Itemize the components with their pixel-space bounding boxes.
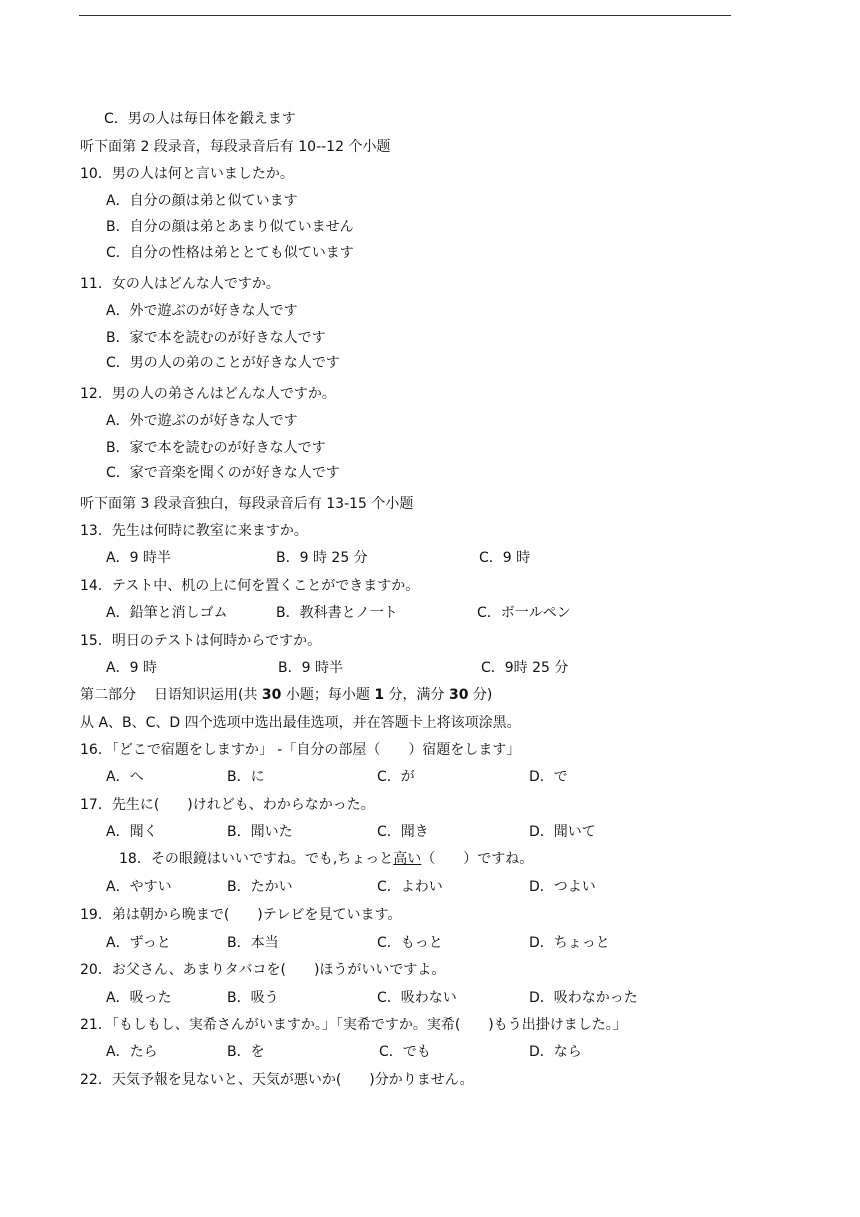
question-10: 10．男の人は何と言いましたか。 — [80, 166, 294, 182]
question-13: 13．先生は何時に教室に来ますか。 — [80, 523, 308, 539]
header-rule — [79, 15, 731, 16]
option-line: B．家で本を読むのが好きな人です — [106, 330, 326, 346]
option-line: B．自分の顔は弟とあまり似ていません — [106, 219, 354, 235]
question-18: 18．その眼鏡はいいですね。でも,ちょっと高い（ ）ですね。 — [119, 851, 534, 867]
part-instruction: 从 A、B、C、D 四个选项中选出最佳选项，并在答题卡上将该项涂黑。 — [80, 715, 521, 731]
option-line: A．外で遊ぶのが好きな人です — [106, 413, 298, 429]
option-line: C．自分の性格は弟ととても似ています — [106, 245, 354, 261]
option-line — [104, 109, 296, 129]
option-line: C．男の人の弟のことが好きな人です — [106, 355, 340, 371]
question-11: 11．女の人はどんな人ですか。 — [80, 276, 280, 292]
section-instruction: 听下面第 3 段录音独白，每段录音后有 13-15 个小题 — [80, 496, 414, 512]
question-14: 14．テスト中、机の上に何を置くことができますか。 — [80, 578, 420, 594]
question-17: 17．先生に( )けれども、わからなかった。 — [80, 797, 375, 813]
part-heading: 第二部分 日语知识运用(共 30 小题；每小题 1 分，满分 30 分) — [80, 687, 493, 703]
question-21: 21．「もしもし、実希さんがいますか。」「実希ですか。実希( )もう出掛けました。」 — [80, 1017, 627, 1033]
option-text: C．男の人は毎日体を鍛えます — [104, 111, 296, 127]
question-19: 19．弟は朝から晩まで( )テレビを見ています。 — [80, 907, 402, 923]
question-16: 16．「どこで宿題をしますか」 -「自分の部屋（ ）宿題をします」 — [80, 742, 521, 758]
option-line: C．家で音楽を聞くのが好きな人です — [106, 465, 340, 481]
exam-page: C．男の人は毎日体を鍛えます 听下面第 2 段录音，每段录音后有 10--12 个小题 10．男の人は何と言いましたか。 A．自分の顔は弟と似ています B．自分の顔は弟とあまり似ていません C．自分の性格は弟ととても似ています 11．女の人はどんな人ですか。 A．外で遊ぶのが好きな人です B．家で本を読むのが好きな人です C．男の人の弟のことが好きな人です 12．男の人の弟さんはどんな人ですか。 A．外で遊ぶのが好きな人です B．家で本を読むのが好きな人です C．家で音楽を聞くのが好きな人です 听下面第 3 段录音独白，每段录音后有 13-15 个小题 13．先生は何時に教室に来ますか。 A．9 時半 B．9 時 25 分 C．9 時 14．テスト中、机の上に何を置くことができますか。 A．鉛筆と消しゴム B．教科書とノ一ト C．ボ一ルペン 15．明日のテストは何時からですか。 A．9 時 B．9 時半 C．9時 25 分 第二部分 日语知识运用(共 30 小题；每小题 1 分，满分 30 分) 从 A、B、C、D 四个选项中选出最佳选项，并在答题卡上将该项涂黑。 16．「どこで宿題をしますか」 -「自分の部屋（ ）宿題をします」 A．へ B．に C．が D．で 17．先生に( )けれども、わからなかった。 A．聞く B．聞いた C．聞き D．聞いて 18．その眼鏡はいいですね。でも,ちょっと高い（ ）ですね。 A．やすい B．たかい C．よわい D．つよい 19．弟は朝から晩まで( )テレビを見ています。 A．ずっと B．本当 C．もっと D．ちょっと 20．お父さん、あまりタバコを( )ほうがいいですよ。 A．吸った B．吸う C．吸わない D．吸わなかった 21．「もしもし、実希さんがいますか。」「実希ですか。実希( )もう出掛けました。」 A．たら B．を C．でも D．なら 22．天気予報を見ないと、天気が悪いか( )分かりません。 — [0, 0, 860, 1217]
question-22: 22．天気予報を見ないと、天気が悪いか( )分かりません。 — [80, 1072, 474, 1088]
question-20: 20．お父さん、あまりタバコを( )ほうがいいですよ。 — [80, 962, 446, 978]
section-instruction: 听下面第 2 段录音，每段录音后有 10--12 个小题 — [80, 139, 391, 155]
option-line: A．外で遊ぶのが好きな人です — [106, 303, 298, 319]
option-line: B．家で本を読むのが好きな人です — [106, 440, 326, 456]
question-15: 15．明日のテストは何時からですか。 — [80, 633, 322, 649]
option-line: A．自分の顔は弟と似ています — [106, 193, 298, 209]
question-12: 12．男の人の弟さんはどんな人ですか。 — [80, 386, 336, 402]
